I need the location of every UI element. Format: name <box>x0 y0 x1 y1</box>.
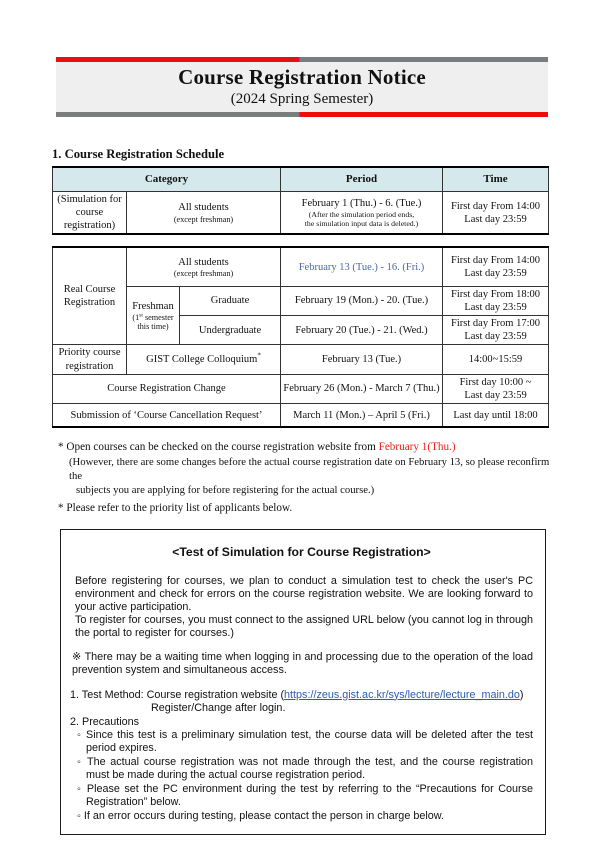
bullet-icon: ◦ <box>77 783 87 796</box>
freshman-note-line2: this time) <box>137 322 169 332</box>
hyperlink-zeus[interactable]: https://zeus.gist.ac.kr/sys/lecture/lecture_main.do <box>284 688 520 701</box>
graduate-time-cell <box>443 286 549 315</box>
precaution-bullet-1: ◦ Since this test is a preliminary simulation test, the course data will be deleted after the test period expires. <box>77 729 533 755</box>
table-row <box>53 345 549 374</box>
time-line1: First day 10:00 ~ <box>459 376 532 388</box>
test-method-line2: Register/Change after login. <box>151 701 286 714</box>
real-registration-cell: Real Course Registration <box>53 247 127 345</box>
registration-schedule-table <box>52 246 549 428</box>
table-row <box>53 247 549 286</box>
simulation-test-box <box>60 529 546 835</box>
period-note-line1: (After the simulation period ends, <box>308 209 415 219</box>
undergraduate-time-cell <box>443 316 549 345</box>
time-line2: Last day 23:59 <box>464 302 527 313</box>
freshman-cell <box>127 286 180 345</box>
all-students-period-cell: February 13 (Tue.) - 16. (Fri.) <box>281 247 443 286</box>
table-row <box>53 192 549 235</box>
banner-bottom-stripe <box>56 112 548 117</box>
footnote-open-courses: * Open courses can be checked on the course registration website from February 1(Thu.) <box>58 441 456 454</box>
priority-period-cell: February 13 (Tue.) <box>281 345 443 374</box>
time-line1: First day From 17:00 <box>451 318 540 330</box>
bullet-icon: ◦ <box>77 756 87 769</box>
simulation-time-cell <box>443 192 549 235</box>
time-line1: First day From 14:00 <box>451 255 540 266</box>
undergraduate-cell: Undergraduate <box>180 316 281 345</box>
change-time-cell <box>443 374 549 403</box>
time-line1: First day From 14:00 <box>451 200 540 212</box>
time-line2: Last day 23:59 <box>464 213 527 225</box>
time-line2: Last day 23:59 <box>464 389 527 401</box>
test-box-warning: ※ There may be a waiting time when logging in and processing due to the operation of the load prevention system and simultaneous access. <box>72 650 533 676</box>
table-header-row <box>53 167 549 192</box>
all-students-time-cell <box>443 247 549 286</box>
change-cell: Course Registration Change <box>53 374 281 403</box>
precautions-item: 2. Precautions <box>70 715 140 728</box>
group-label: All students <box>178 202 229 214</box>
table-row <box>53 286 549 315</box>
priority-time-cell: 14:00~15:59 <box>443 345 549 374</box>
column-header-time: Time <box>443 167 549 192</box>
test-box-title: <Test of Simulation for Course Registration> <box>172 545 431 560</box>
column-header-period: Period <box>281 167 443 192</box>
graduate-cell: Graduate <box>180 286 281 315</box>
bullet-icon: ◦ <box>77 729 86 742</box>
table-row <box>53 403 549 427</box>
cancellation-time-cell: Last day until 18:00 <box>443 403 549 427</box>
change-period-cell: February 26 (Mon.) - March 7 (Thu.) <box>281 374 443 403</box>
time-line2: Last day 23:59 <box>464 331 527 343</box>
time-line2: Last day 23:59 <box>464 268 527 280</box>
cancellation-period-cell: March 11 (Mon.) – April 5 (Fri.) <box>281 403 443 427</box>
table-row <box>53 374 549 403</box>
period-note-line2: the simulation input data is deleted.) <box>304 219 419 229</box>
test-box-paragraph-1: Before registering for courses, we plan to conduct a simulation test to check the user's PC environment and check for errors on the course registration website. We are looking forward to your active participation. <box>75 574 533 613</box>
footnote-highlight-date: February 1(Thu.) <box>378 441 456 454</box>
document-subtitle: (2024 Spring Semester) <box>230 91 374 107</box>
title-banner <box>56 57 548 117</box>
section-heading: 1. Course Registration Schedule <box>52 147 225 161</box>
colloquium-asterisk: * <box>257 351 261 360</box>
banner-body <box>56 62 548 112</box>
footnote-priority-list: * Please refer to the priority list of applicants below. <box>58 501 293 514</box>
footnotes <box>58 440 550 515</box>
simulation-category-cell: (Simulation for course registration) <box>53 192 127 235</box>
graduate-period-cell: February 19 (Mon.) - 20. (Tue.) <box>281 286 443 315</box>
simulation-period-cell <box>281 192 443 235</box>
freshman-label: Freshman <box>132 300 174 312</box>
freshman-note: (1st semester <box>132 312 174 322</box>
footnote-continuation-1: (However, there are some changes before the actual course registration date on February 13, so please reconfirm the <box>69 456 550 483</box>
column-header-category: Category <box>53 167 281 192</box>
document-title: Course Registration Notice <box>178 65 426 89</box>
period-value: February 1 (Thu.) - 6. (Tue.) <box>301 197 422 209</box>
precaution-bullet-4: ◦ If an error occurs during testing, please contact the person in charge below. <box>77 810 444 823</box>
colloquium-cell: GIST College Colloquium* <box>127 345 281 374</box>
footnote-continuation-2: subjects you are applying for before registering for the actual course.) <box>76 484 375 497</box>
precaution-bullet-3: ◦ Please set the PC environment during the test by referring to the “Precautions for Course Registration” below. <box>77 783 534 809</box>
group-note: (except freshman) <box>173 268 234 278</box>
group-label: All students <box>178 256 229 268</box>
test-box-paragraph-2: To register for courses, you must connect to the assigned URL below (you cannot log in through the portal to register for courses.) <box>75 613 533 639</box>
test-method-item: 1. Test Method: Course registration website (https://zeus.gist.ac.kr/sys/lecture/lecture_main.do) <box>70 688 524 701</box>
undergraduate-period-cell: February 20 (Tue.) - 21. (Wed.) <box>281 316 443 345</box>
simulation-schedule-table <box>52 166 549 235</box>
group-note: (except freshman) <box>173 214 234 224</box>
all-students-cell <box>127 247 281 286</box>
simulation-group-cell <box>127 192 281 235</box>
bullet-icon: ◦ <box>77 810 84 823</box>
time-line1: First day From 18:00 <box>451 288 540 300</box>
priority-registration-cell: Priority course registration <box>53 345 127 374</box>
precaution-bullet-2: ◦ The actual course registration was not made through the test, and the course registration must be made during the actual course registration period. <box>77 756 533 782</box>
cancellation-cell: Submission of ‘Course Cancellation Request’ <box>53 403 281 427</box>
